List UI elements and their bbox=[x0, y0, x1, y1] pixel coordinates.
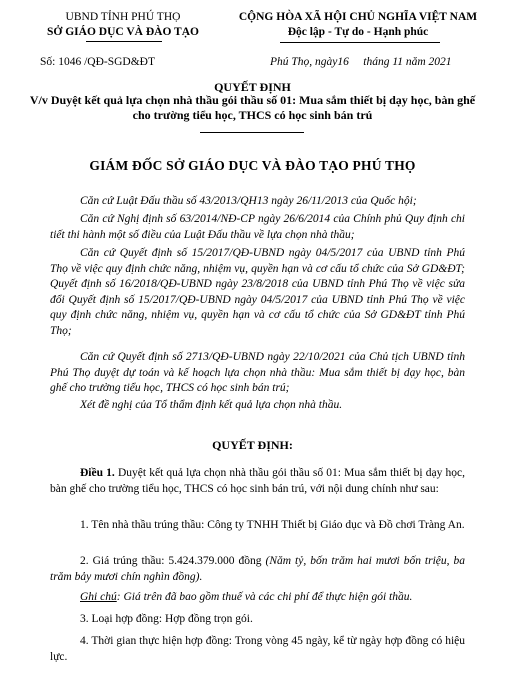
item-price bbox=[50, 554, 465, 585]
agency-underline bbox=[86, 41, 162, 42]
item-contract-type: 3. Loại hợp đồng: Hợp đồng trọn gói. bbox=[80, 613, 253, 625]
country-name: CỘNG HÒA XÃ HỘI CHỦ NGHĨA VIỆT NAM bbox=[238, 11, 478, 23]
basis-paragraph: Căn cứ Nghị định số 63/2014/NĐ-CP ngày 26/6/2014 của Chính phủ Quy định chi tiết thi hành một số điều của Luật Đấu thầu về lựa chọn nhà thầu; bbox=[50, 213, 465, 241]
basis-paragraph: Căn cứ Luật Đấu thầu số 43/2013/QH13 ngày 26/11/2013 của Quốc hội; bbox=[80, 195, 417, 207]
decision-heading: QUYẾT ĐỊNH: bbox=[212, 438, 293, 452]
document-title: QUYẾT ĐỊNH bbox=[214, 80, 291, 94]
document-subject: V/v Duyệt kết quả lựa chọn nhà thầu gói thầu số 01: Mua sắm thiết bị dạy học, bàn ghế cho trường tiểu học, THCS có học sinh bán trú bbox=[29, 93, 476, 122]
motto-underline bbox=[280, 42, 440, 43]
basis-paragraph: Căn cứ Quyết định số 2713/QĐ-UBND ngày 22/10/2021 của Chủ tịch UBND tỉnh Phú Thọ duyệt dự toán và kế hoạch lựa chọn nhà thầu: Mua sắm thiết bị dạy học, bàn ghế cho trường tiểu học, THCS có học sinh bán trú; bbox=[50, 351, 465, 394]
item-contract-duration: 4. Thời gian thực hiện hợp đồng: Trong vòng 45 ngày, kể từ ngày hợp đồng có hiệu lực. bbox=[50, 635, 465, 663]
price-amount: 2. Giá trúng thầu: 5.424.379.000 đồng bbox=[80, 555, 266, 567]
agency-line-1: UBND TỈNH PHÚ THỌ bbox=[65, 11, 181, 23]
price-in-words: (Năm tỷ, bốn trăm hai mươi bốn triệu, ba trăm bảy mươi chín nghìn đồng). bbox=[50, 555, 466, 583]
document-number: Số: 1046 /QĐ-SGD&ĐT bbox=[40, 56, 156, 68]
basis-paragraph: Xét đề nghị của Tổ thẩm định kết quả lựa chọn nhà thầu. bbox=[80, 399, 343, 411]
agency-line-2: SỞ GIÁO DỤC VÀ ĐÀO TẠO bbox=[47, 26, 199, 38]
article-1-label: Điều 1. bbox=[80, 467, 115, 479]
price-note bbox=[50, 590, 465, 606]
national-motto bbox=[218, 10, 498, 40]
note-text: : Giá trên đã bao gồm thuế và các chi phí để thực hiện gói thầu. bbox=[116, 591, 413, 603]
item-winner: 1. Tên nhà thầu trúng thầu: Công ty TNHH Thiết bị Giáo dục và Đồ chơi Tràng An. bbox=[80, 519, 465, 531]
subject-underline bbox=[200, 132, 304, 133]
article-1-text: Duyệt kết quả lựa chọn nhà thầu gói thầu số 01: Mua sắm thiết bị dạy học, bàn ghế cho trường tiểu học, THCS có học sinh bán trú, với nội dung chính như sau: bbox=[50, 467, 466, 495]
basis-paragraph: Căn cứ Quyết định số 15/2017/QĐ-UBND ngày 04/5/2017 của UBND tỉnh Phú Thọ về việc quy định chức năng, nhiệm vụ, quyền hạn và cơ cấu tổ chức của Sở GD&ĐT; Quyết định số 16/2018/QĐ-UBND ngày 23/8/2018 của UBND tỉnh Phú Thọ về việc sửa đổi Quyết định số 15/2017/QĐ-UBND ngày 04/5/2017 của UBND tỉnh Phú Thọ về việc quy định chức năng, nhiệm vụ, quyền hạn và cơ cấu tổ chức của Sở GD&ĐT tỉnh Phú Thọ; bbox=[50, 247, 465, 337]
article-1 bbox=[50, 466, 465, 497]
place-date: Phú Thọ, ngày16 tháng 11 năm 2021 bbox=[270, 56, 452, 68]
issuing-agency bbox=[28, 10, 218, 40]
note-label: Ghi chú bbox=[80, 591, 117, 603]
motto: Độc lập - Tự do - Hạnh phúc bbox=[287, 26, 429, 38]
issuing-authority: GIÁM ĐỐC SỞ GIÁO DỤC VÀ ĐÀO TẠO PHÚ THỌ bbox=[89, 158, 416, 173]
